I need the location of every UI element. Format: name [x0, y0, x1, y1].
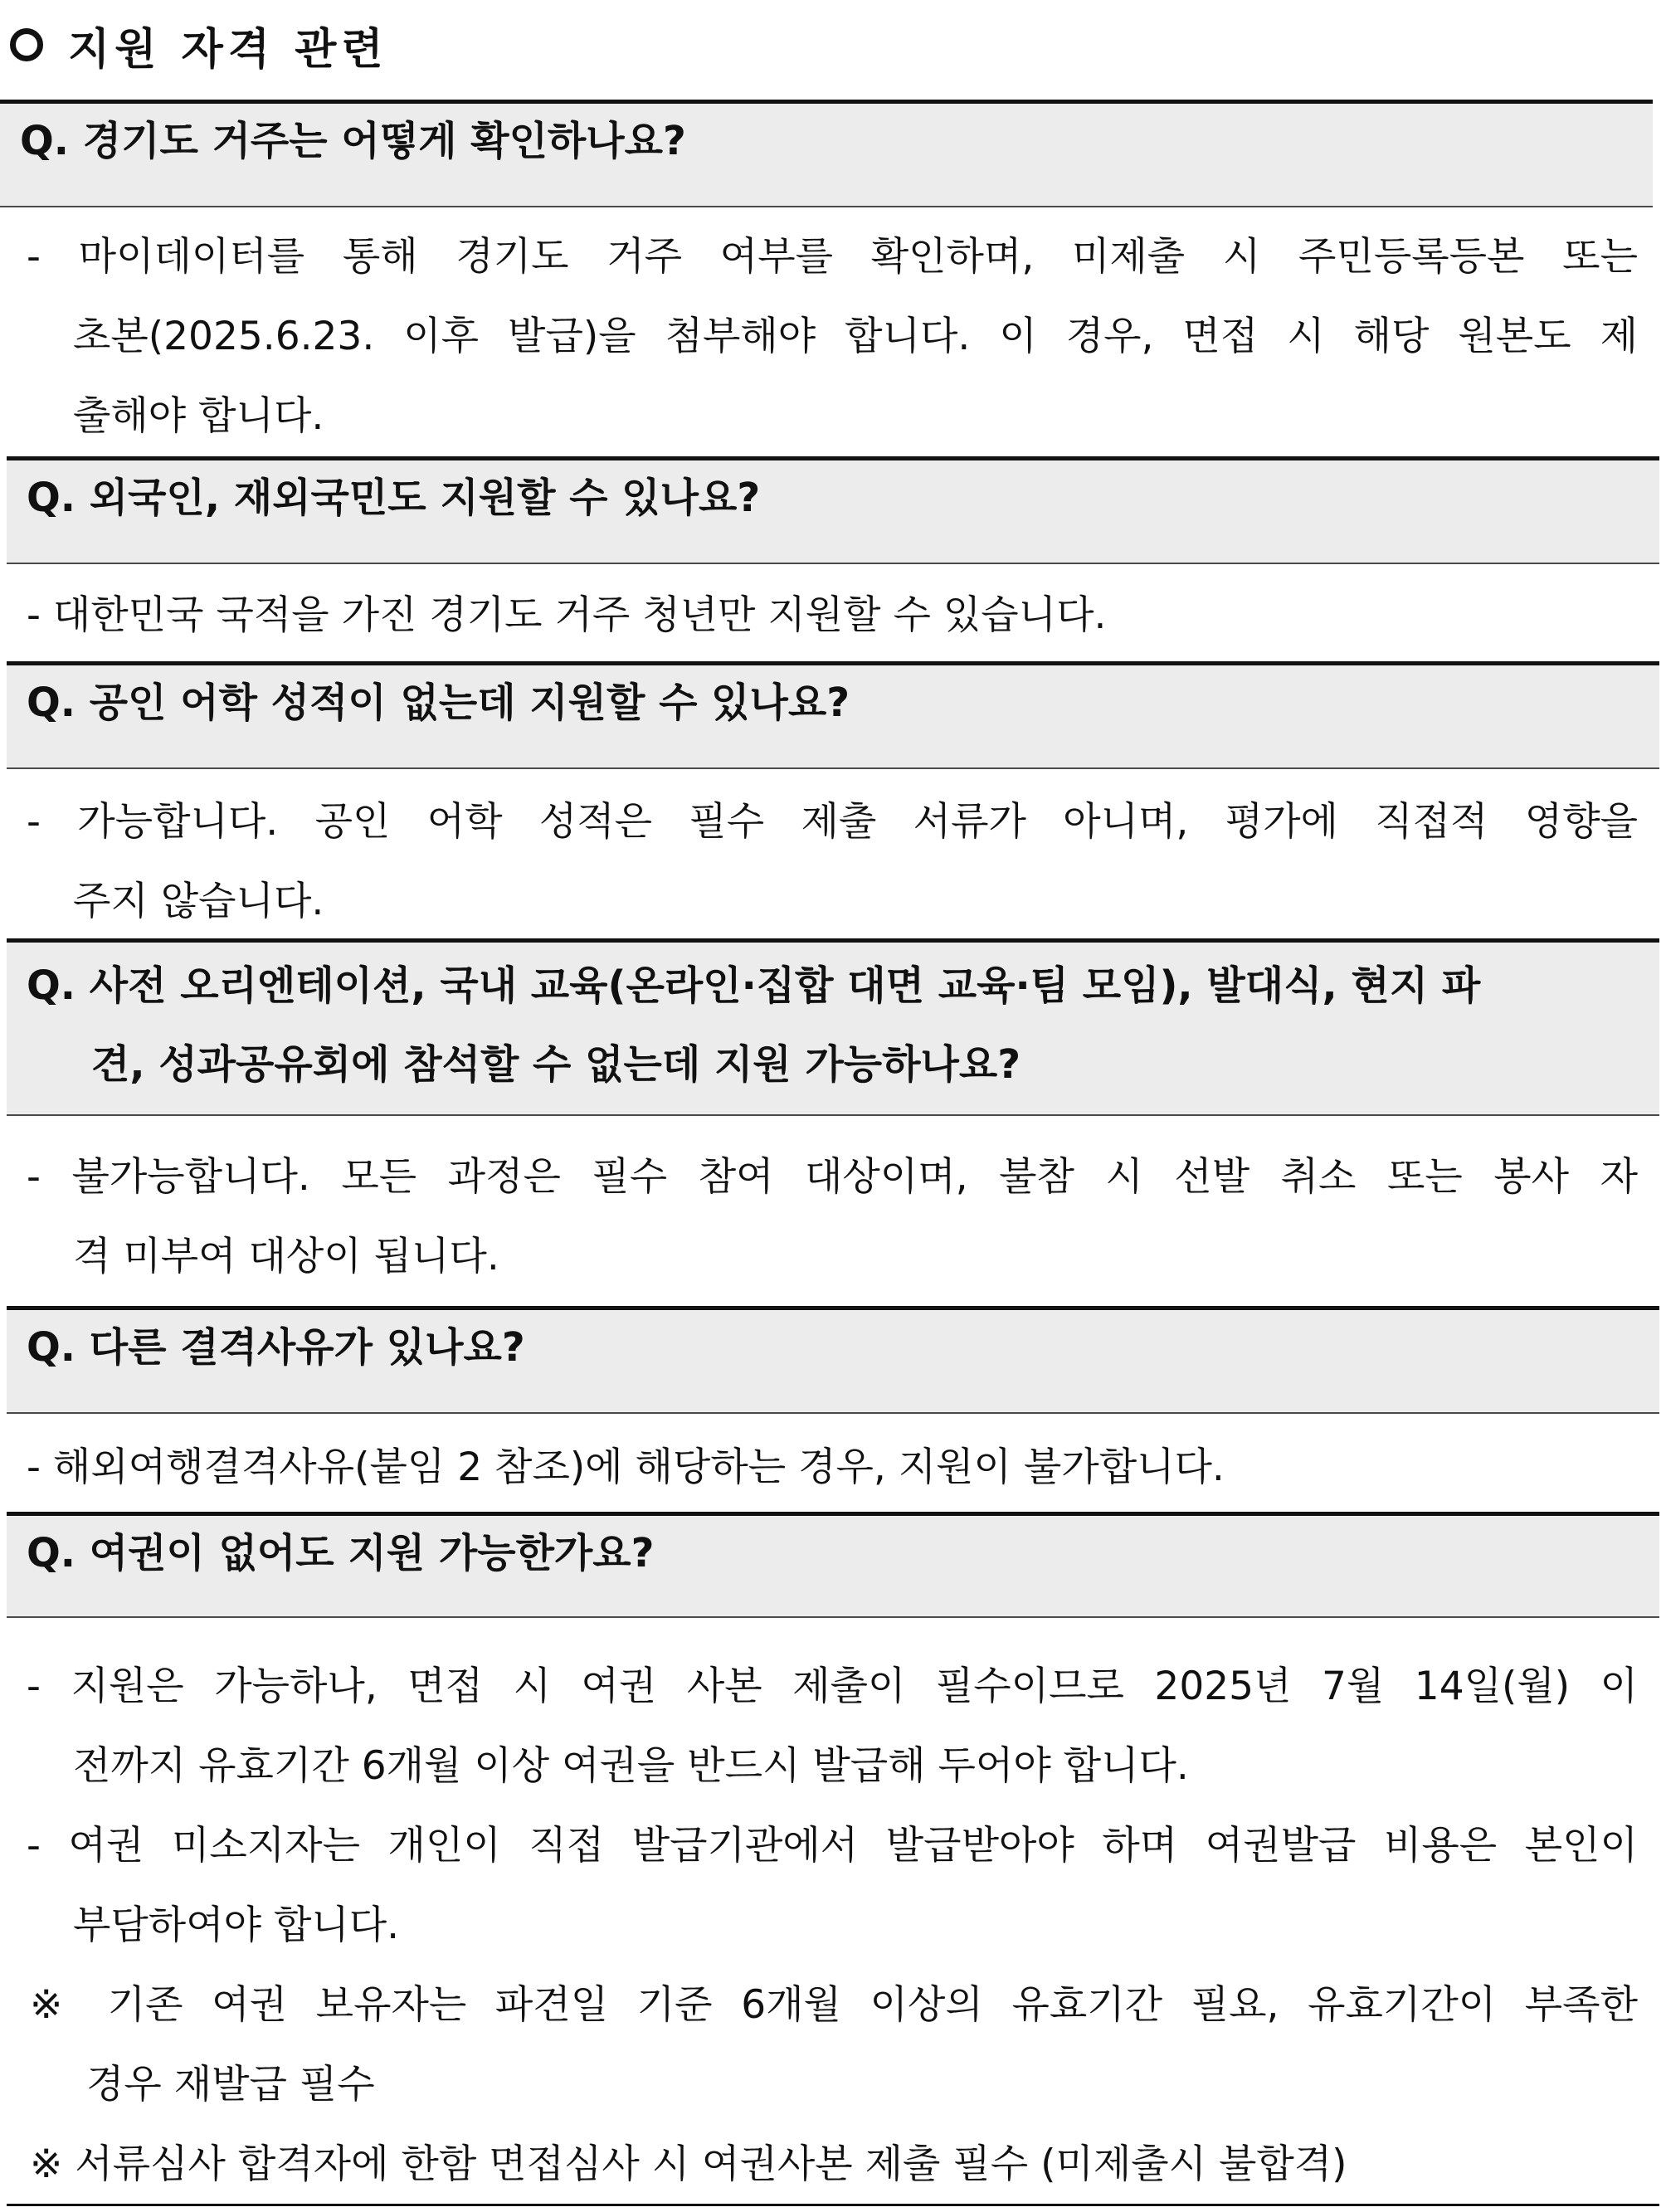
faq-answer [7, 1647, 1659, 2205]
faq-answer [7, 1428, 1659, 1508]
question-text: Q. 외국인, 재외국민도 지원할 수 있나요? [27, 475, 761, 521]
faq-question [7, 1306, 1659, 1414]
bottom-divider [7, 2204, 1659, 2206]
faq-answer [7, 1138, 1659, 1297]
faq-question [7, 456, 1659, 564]
answer-line: - 가능합니다. 공인 어학 성적은 필수 제출 서류가 아니며, 평가에 직접적 영향을 [27, 799, 1638, 845]
circle-icon [10, 28, 43, 61]
answer-line: - 지원은 가능하나, 면접 시 여권 사본 제출이 필수이므로 2025년 7월 14일(월) 이 [27, 1664, 1638, 1709]
faq-question [0, 100, 1653, 207]
question-text: 견, 성과공유회에 참석할 수 없는데 지원 가능하나요? [91, 1041, 1021, 1088]
question-text: Q. 공인 어학 성적이 없는데 지원할 수 있나요? [27, 680, 850, 726]
answer-line: 출해야 합니다. [73, 393, 324, 439]
answer-line: 주지 않습니다. [73, 879, 324, 924]
answer-line: 초본(2025.6.23. 이후 발급)을 첨부해야 합니다. 이 경우, 면접 시 해당 원본도 제 [73, 314, 1638, 359]
answer-line: - 여권 미소지자는 개인이 직접 발급기관에서 발급받아야 하며 여권발급 비용은 본인이 [27, 1823, 1638, 1869]
question-text: Q. 여권이 없어도 지원 가능한가요? [27, 1530, 655, 1576]
faq-answer [7, 217, 1659, 456]
answer-line: - 마이데이터를 통해 경기도 거주 여부를 확인하며, 미제출 시 주민등록등본 또는 [27, 234, 1638, 280]
section-title: 지원 자격 관련 [68, 24, 388, 75]
section-heading [5, 7, 388, 83]
answer-line: 부담하여야 합니다. [73, 1903, 400, 1948]
faq-question [7, 938, 1659, 1116]
faq-question [7, 661, 1659, 769]
answer-line: 격 미부여 대상이 됩니다. [73, 1234, 499, 1279]
note-line: ※ 기존 여권 보유자는 파견일 기준 6개월 이상의 유효기간 필요, 유효기간이 부족한 [30, 1982, 1638, 2028]
faq-answer [7, 576, 1659, 655]
answer-line: 전까지 유효기간 6개월 이상 여권을 반드시 발급해 두어야 합니다. [73, 1743, 1189, 1789]
question-text: Q. 다른 결격사유가 있나요? [27, 1324, 525, 1371]
faq-question [7, 1512, 1659, 1618]
answer-line: - 해외여행결격사유(붙임 2 참조)에 해당하는 경우, 지원이 불가합니다. [27, 1445, 1225, 1490]
question-text: Q. 경기도 거주는 어떻게 확인하나요? [20, 118, 686, 164]
faq-answer [7, 782, 1659, 942]
answer-line: - 대한민국 국적을 가진 경기도 거주 청년만 지원할 수 있습니다. [27, 592, 1107, 638]
question-text: Q. 사전 오리엔테이션, 국내 교육(온라인·집합 대면 교육·팀 모임), 발대식, 현지 파 [27, 962, 1481, 1009]
note-line: 경우 재발급 필수 [86, 2062, 375, 2107]
note-line: ※ 서류심사 합격자에 한함 면접심사 시 여권사본 제출 필수 (미제출시 불합격) [30, 2141, 1347, 2187]
answer-line: - 불가능합니다. 모든 과정은 필수 참여 대상이며, 불참 시 선발 취소 또는 봉사 자 [27, 1154, 1638, 1200]
